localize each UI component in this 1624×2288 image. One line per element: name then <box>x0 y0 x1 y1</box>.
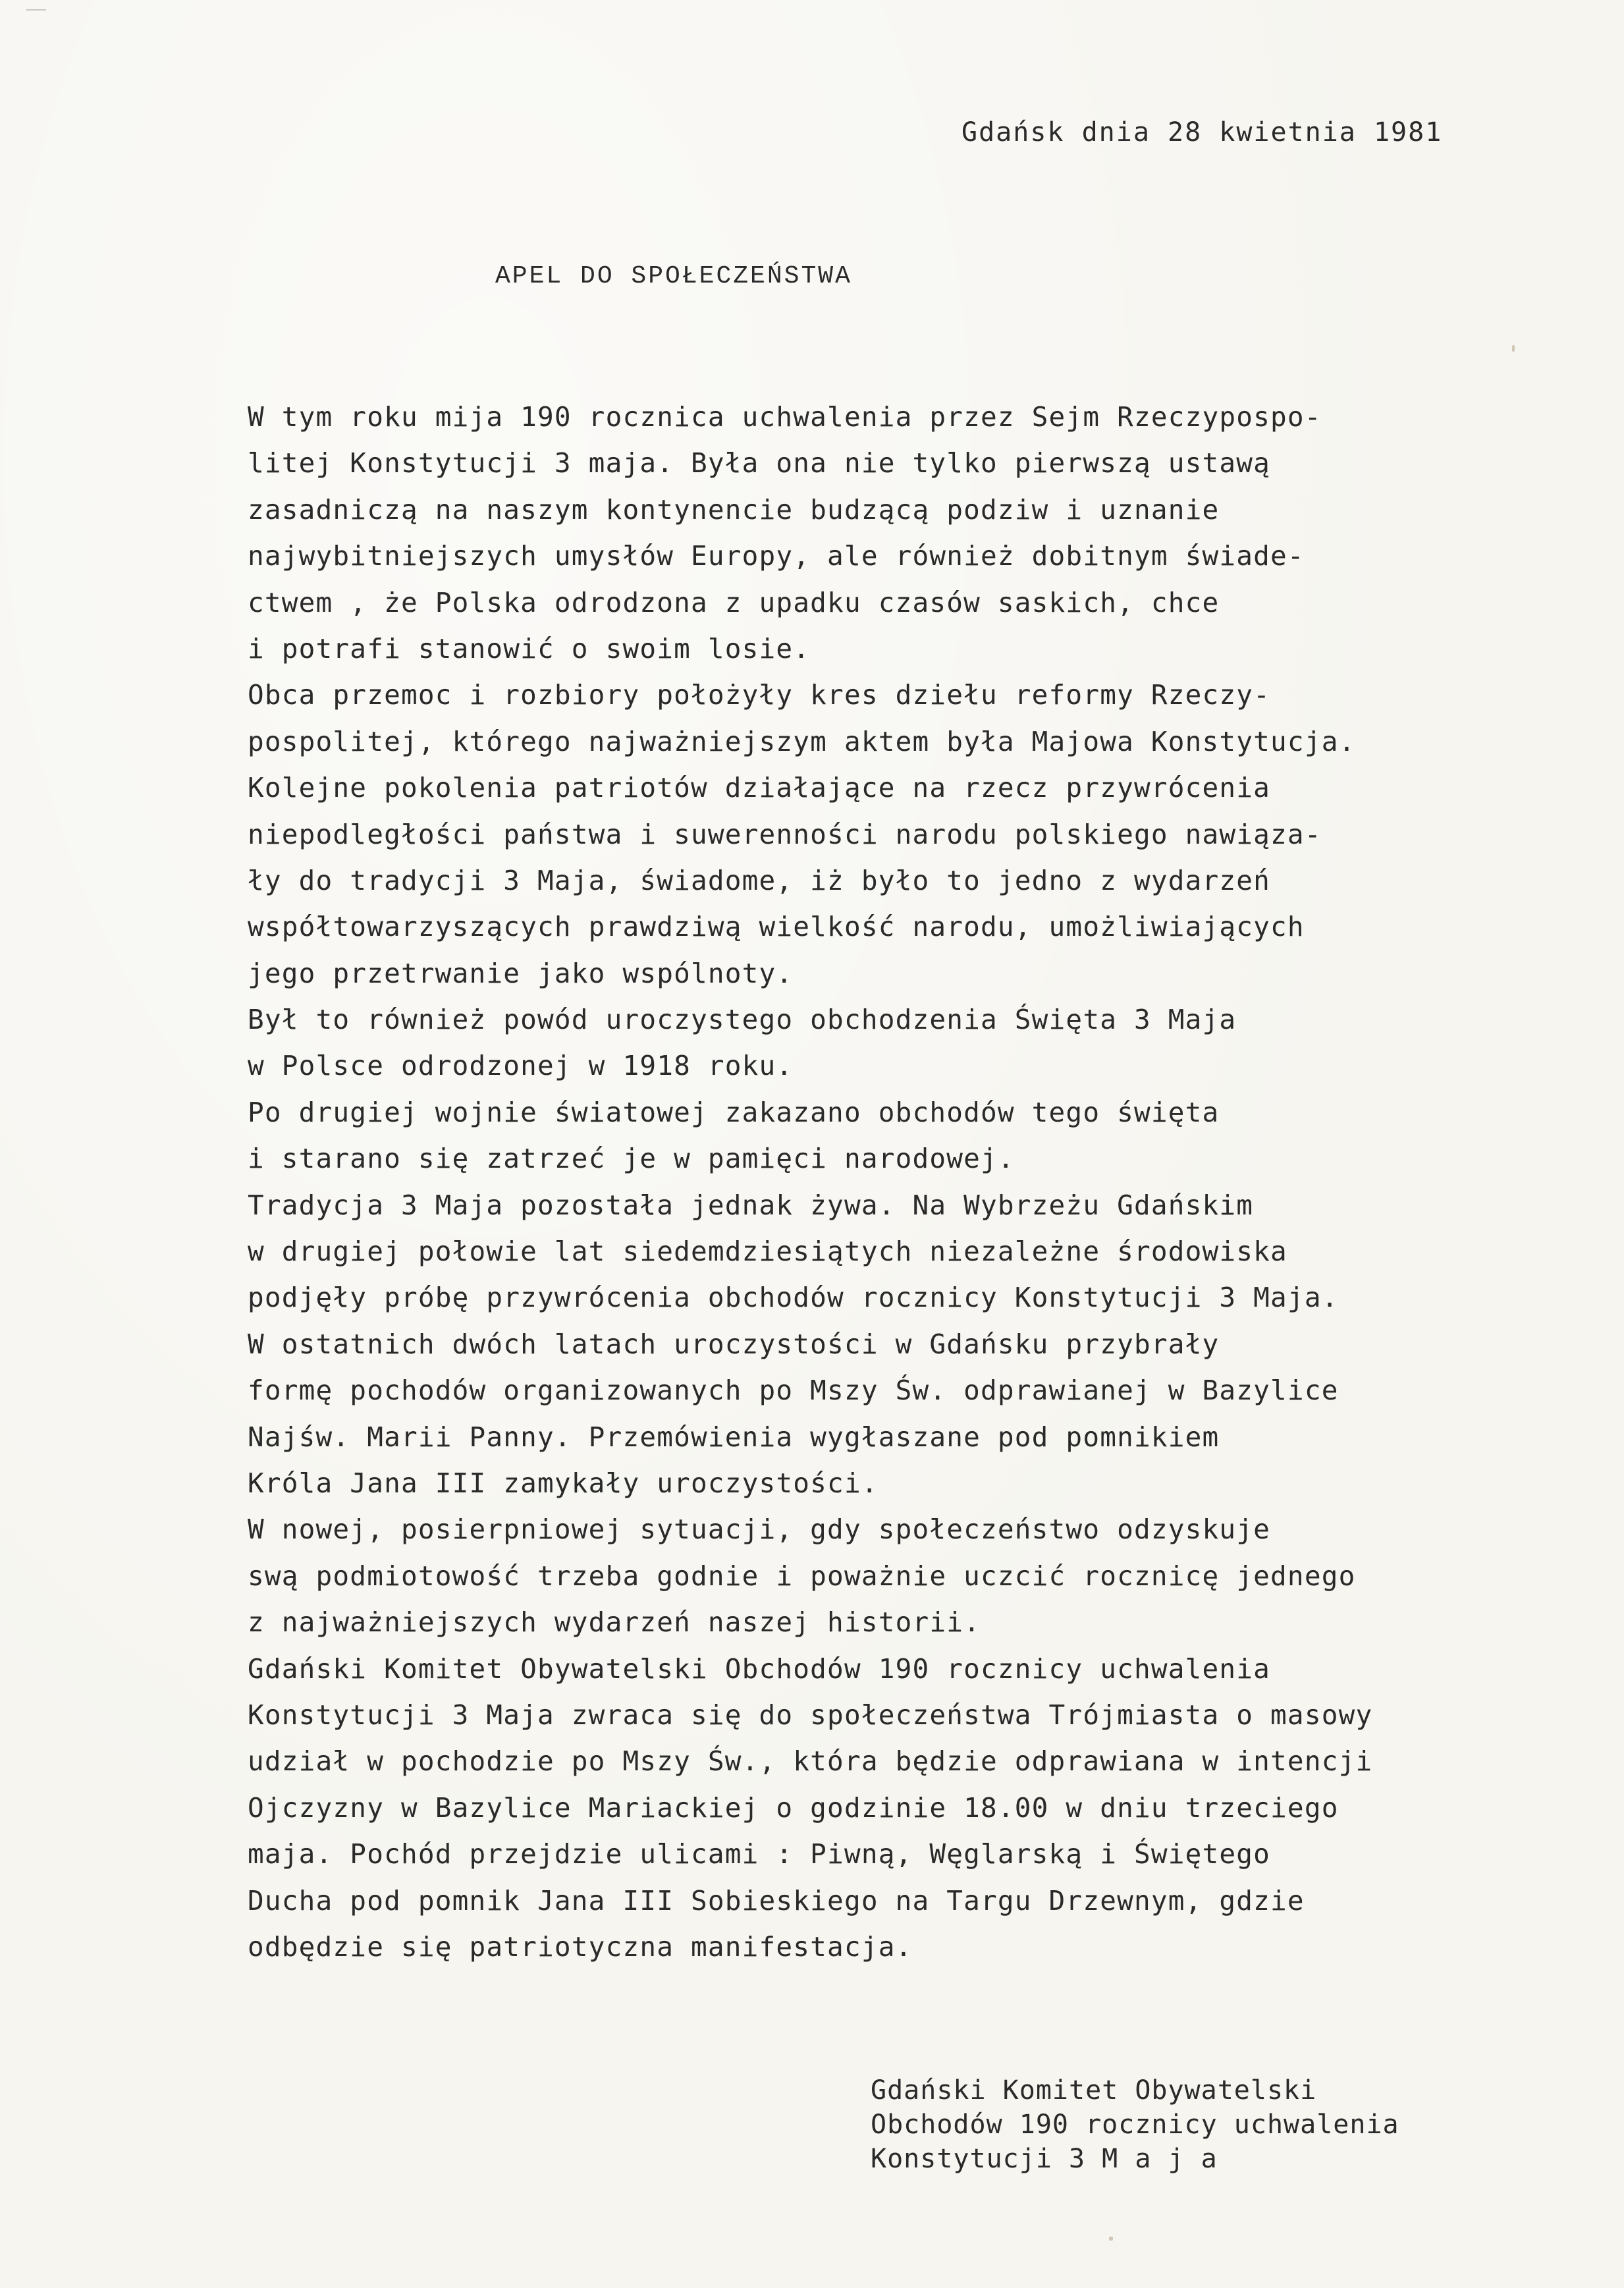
paper-speck <box>1109 2237 1113 2241</box>
signature-block <box>871 2073 1399 2176</box>
body-line: W tym roku mija 190 rocznica uchwalenia przez Sejm Rzeczypospo- <box>248 401 1322 433</box>
body-line: Obca przemoc i rozbiory położyły kres dziełu reformy Rzeczy- <box>248 679 1271 711</box>
body-line: z najważniejszych wydarzeń naszej historii. <box>248 1606 981 1639</box>
body-line: W ostatnich dwóch latach uroczystości w Gdańsku przybrały <box>248 1328 1220 1360</box>
body-line: podjęły próbę przywrócenia obchodów rocznicy Konstytucji 3 Maja. <box>248 1282 1339 1314</box>
body-line: Najśw. Marii Panny. Przemówienia wygłaszane pod pomnikiem <box>248 1421 1220 1453</box>
body-line: Gdański Komitet Obywatelski Obchodów 190 rocznicy uchwalenia <box>248 1652 1271 1685</box>
body-line: swą podmiotowość trzeba godnie i poważnie uczcić rocznicę jednego <box>248 1560 1356 1592</box>
date-line: Gdańsk dnia 28 kwietnia 1981 <box>961 117 1443 148</box>
body-line: ctwem , że Polska odrodzona z upadku czasów saskich, chce <box>248 586 1220 618</box>
signature-line: Gdański Komitet Obywatelski <box>871 2075 1317 2106</box>
document-title: APEL DO SPOŁECZEŃSTWA <box>495 262 852 290</box>
body-line: litej Konstytucji 3 maja. Była ona nie tylko pierwszą ustawą <box>248 447 1271 479</box>
signature-line: Obchodów 190 rocznicy uchwalenia <box>871 2110 1399 2140</box>
body-line: niepodległości państwa i suwerenności narodu polskiego nawiąza- <box>248 818 1322 850</box>
body-line: w drugiej połowie lat siedemdziesiątych niezależne środowiska <box>248 1236 1287 1268</box>
body-line: pospolitej, którego najważniejszym aktem była Majowa Konstytucja. <box>248 725 1356 757</box>
body-line: Kolejne pokolenia patriotów działające na rzecz przywrócenia <box>248 772 1271 804</box>
body-line: Króla Jana III zamykały uroczystości. <box>248 1467 879 1499</box>
body-line: Tradycja 3 Maja pozostała jednak żywa. Na Wybrzeżu Gdańskim <box>248 1189 1254 1221</box>
paper-speck <box>1512 345 1515 352</box>
body-line: udział w pochodzie po Mszy Św., która będzie odprawiana w intencji <box>248 1745 1373 1778</box>
body-line: W nowej, posierpniowej sytuacji, gdy społeczeństwo odzyskuje <box>248 1513 1271 1546</box>
body-line: zasadniczą na naszym kontynencie budzącą podziw i uznanie <box>248 493 1220 526</box>
body-line: Konstytucji 3 Maja zwraca się do społeczeństwa Trójmiasta o masowy <box>248 1699 1373 1731</box>
body-line: i starano się zatrzeć je w pamięci narodowej. <box>248 1143 1015 1175</box>
body-line: Po drugiej wojnie światowej zakazano obchodów tego święta <box>248 1096 1220 1128</box>
body-line: w Polsce odrodzonej w 1918 roku. <box>248 1050 794 1082</box>
body-line: Ducha pod pomnik Jana III Sobieskiego na Targu Drzewnym, gdzie <box>248 1884 1305 1917</box>
body-line: ły do tradycji 3 Maja, świadome, iż było to jedno z wydarzeń <box>248 864 1271 896</box>
corner-mark <box>26 0 46 11</box>
body-line: maja. Pochód przejdzie ulicami : Piwną, Węglarską i Świętego <box>248 1838 1271 1870</box>
body-line: i potrafi stanowić o swoim losie. <box>248 632 811 665</box>
body-line: Ojczyzny w Bazylice Mariackiej o godzinie 18.00 w dniu trzeciego <box>248 1791 1339 1824</box>
body-line: współtowarzyszących prawdziwą wielkość narodu, umożliwiających <box>248 911 1305 943</box>
body-line: jego przetrwanie jako wspólnoty. <box>248 957 794 989</box>
body-line: odbędzie się patriotyczna manifestacja. <box>248 1930 913 1963</box>
body-line: formę pochodów organizowanych po Mszy Św. odprawianej w Bazylice <box>248 1375 1339 1407</box>
body-text <box>248 394 1499 1970</box>
body-line: Był to również powód uroczystego obchodzenia Święta 3 Maja <box>248 1004 1237 1036</box>
signature-line: Konstytucji 3 M a j a <box>871 2144 1218 2174</box>
body-line: najwybitniejszych umysłów Europy, ale również dobitnym świade- <box>248 540 1305 572</box>
